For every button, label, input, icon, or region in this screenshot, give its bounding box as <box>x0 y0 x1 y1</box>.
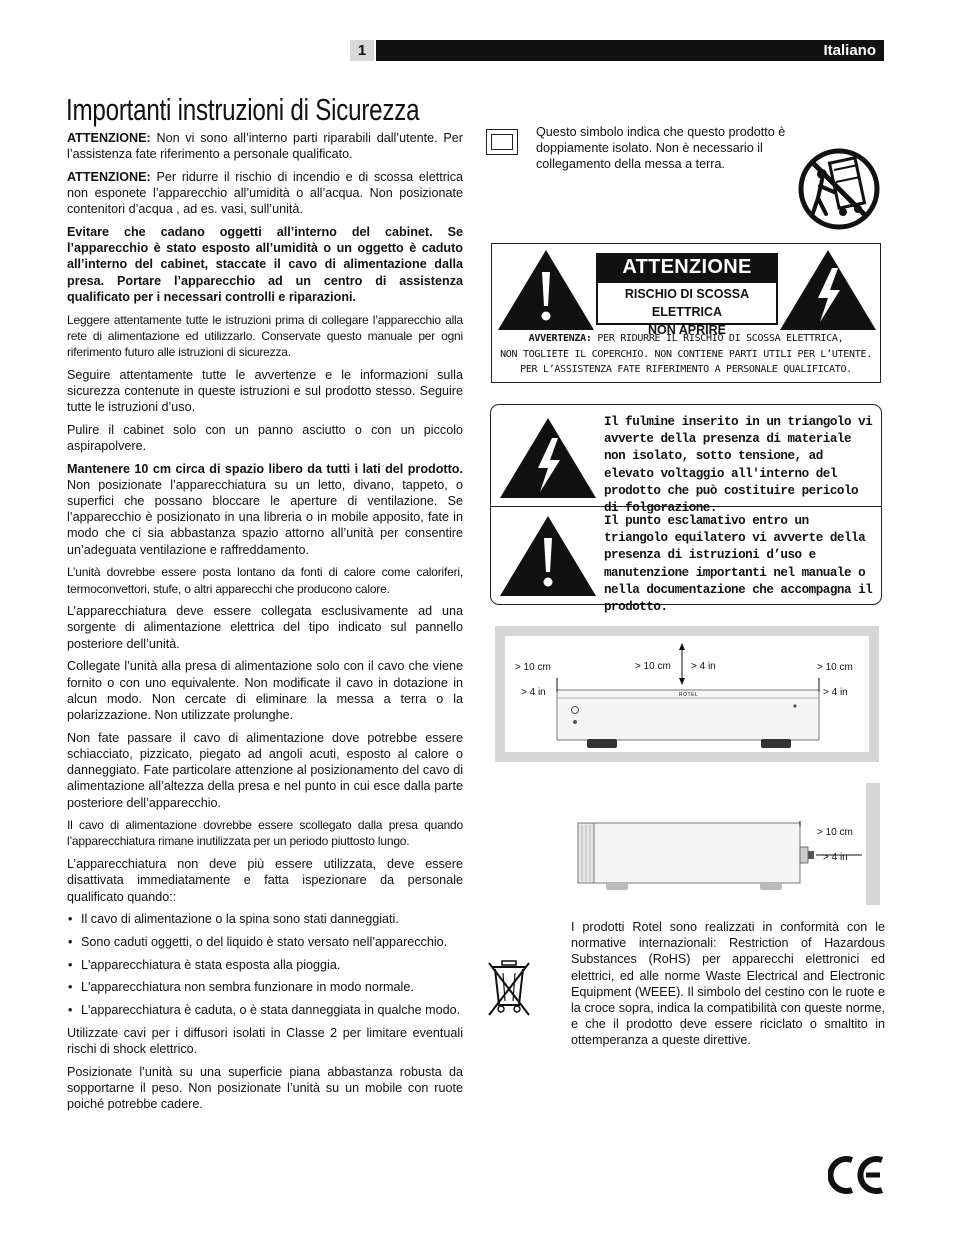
paragraph-cord-routing: Non fate passare il cavo di alimentazione dove potrebbe essere schiacciato, pizzicato, piegato ad angoli acuti, esposto al calore o danneggiato. Fate particolare attenzione al posizionamento del cavo di alimentazione all’altezza della presa e nel punto in cui esce dalla parte posteriore dell’apparecchio. <box>67 730 463 810</box>
warning-text: AVVERTENZA: PER RIDURRE IL RISCHIO DI SCOSSA ELETTRICA, NON TOGLIETE IL COPERCHIO. NON CONTIENE PARTI UTILI PER L’UTENTE. PER L’ASSISTENZA FATE RIFERIMENTO A PERSONALE QUALIFICATO. <box>500 333 872 375</box>
clearance-rear-in: > 4 in <box>823 852 848 863</box>
language-bar: Italiano <box>376 40 884 61</box>
clearance-top-cm: > 10 cm <box>635 661 671 672</box>
paragraph-speaker-cables: Utilizzate cavi per i diffusori isolati in Classe 2 per limitare eventuali rischi di shock elettrico. <box>67 1025 463 1056</box>
warning-subheading: RISCHIO DI SCOSSA ELETTRICA NON APRIRE <box>596 281 778 325</box>
ce-mark-icon <box>828 1154 886 1196</box>
list-item: • L'apparecchiatura è caduta, o è stata danneggiata in qualche modo. <box>67 1002 463 1018</box>
safety-instructions <box>67 130 463 1119</box>
exclamation-explanation: Il punto esclamativo entro un triangolo equilatero vi avverte della presenza di istruzioni d’uso e manutenzione importanti nel manuale o nella documentazione che accompagna il prodotto. <box>604 514 873 615</box>
paragraph-attenzione-1: ATTENZIONE: Non vi sono all’interno parti riparabili dall’utente. Per l’assistenza fate riferimento a personale qualificato. <box>67 131 463 162</box>
clearance-right-in: > 4 in <box>823 687 848 698</box>
double-insulation-icon <box>486 129 518 155</box>
paragraph-power-source: L’apparecchiatura deve essere collegata esclusivamente ad una sorgente di alimentazione elettrica del tipo indicato sul pannello posteriore dell’unità. <box>67 604 463 651</box>
paragraph-power-cord: Collegate l’unità alla presa di alimentazione solo con il cavo che viene fornito o con uno equivalente. Non modificate il cavo in dotazione in alcun modo. Non cercate di eliminare la messa a terra o la polarizzazione. Non utilizzate prolunghe. <box>67 659 463 722</box>
list-item: • L'apparecchiatura è stata esposta alla pioggia. <box>67 957 463 973</box>
front-clearance-diagram <box>495 626 879 762</box>
page-number: 1 <box>350 40 374 61</box>
paragraph-heat: L’unità dovrebbe essere posta lontano da fonti di calore come caloriferi, termoconvettori, stufe, o altri apparecchi che producono calore. <box>67 565 463 596</box>
weee-bin-icon <box>486 959 532 1017</box>
paragraph-inspection: L’apparecchiatura non deve più essere utilizzata, deve essere disattivata immediatamente e fatta ispezionare da personale qualificato quando:: <box>67 857 463 904</box>
paragraph-objects: Evitare che cadano oggetti all’interno del cabinet. Se l’apparecchio è stato esposto all’umidità o un oggetto è caduto all’interno del cabinet, staccate il cavo di alimentazione dalla presa. Portare l’apparecchio ad un centro di assistenza qualificato per i necessari controlli e riparazioni. <box>67 225 463 304</box>
clearance-right-cm: > 10 cm <box>817 662 853 673</box>
paragraph-read-instructions: Leggere attentamente tutte le istruzioni prima di collegare l’apparecchio alla rete di alimentazione ed utilizzarlo. Conservate questo manuale per ogni riferimento futuro alle istruzioni di sicurezza. <box>67 312 463 359</box>
weee-rohs-text: I prodotti Rotel sono realizzati in conformità con le normative internazionali: Restriction of Hazardous Substances (RoHS) per apparecchi elettronici ed elettrici, ed alle norme Waste Electrical and Electronic Equipment (WEEE). Il simbolo del cestino con le ruote e la croce sopra, indica la compatibilità con queste norme, e che il prodotto deve essere riciclato o smaltito in ottemperanza a queste direttive. <box>571 920 885 1048</box>
lightning-explanation: Il fulmine inserito in un triangolo vi avverte della presenza di materiale non isolato, sotto tensione, ad elevato voltaggio all'interno del prodotto che può costituire pericolo di folgorazione. <box>604 415 873 516</box>
no-cart-icon <box>796 146 882 232</box>
device-brand: ROTEL <box>679 692 699 698</box>
double-insulation-text: Questo simbolo indica che questo prodotto è doppiamente isolato. Non è necessario il collegamento della messa a terra. <box>536 125 786 172</box>
list-item: • Il cavo di alimentazione o la spina sono stati danneggiati. <box>67 911 463 927</box>
side-clearance-diagram <box>570 783 880 905</box>
lightning-triangle-icon <box>778 248 878 332</box>
clearance-rear-cm: > 10 cm <box>817 827 853 838</box>
list-item: • L'apparecchiatura non sembra funzionare in modo normale. <box>67 979 463 995</box>
exclamation-triangle-icon <box>498 514 598 598</box>
paragraph-placement: Posizionate l’unità su una superficie piana abbastanza robusta da sopportarne il peso. Non posizionate l’unità su un mobile con ruote poiché potrebbe cadere. <box>67 1064 463 1112</box>
page-title: Importanti instruzioni di Sicurezza <box>66 92 420 127</box>
lightning-triangle-icon <box>498 416 598 500</box>
paragraph-ventilation: Mantenere 10 cm circa di spazio libero da tutti i lati del prodotto. Non posizionate l’apparecchiatura su un letto, divano, tappeto, o superfici che possano bloccare le aperture di ventilazione. Se l’apparecchio è posizionato in una libreria o in mobile apposito, fate in modo che ci sia abbastanza spazio attorno all’unità per consentire un’adeguata ventilazione e raffreddamento. <box>67 461 463 557</box>
clearance-left-in: > 4 in <box>521 687 546 698</box>
warning-heading: ATTENZIONE <box>596 253 778 281</box>
paragraph-attenzione-2: ATTENZIONE: Per ridurre il rischio di incendio e di scossa elettrica non esponete l’apparecchio all’umidità o all’acqua. Non posizionate contenitori d’acqua , ad es. vasi, sull’unità. <box>67 169 463 217</box>
list-item: • Sono caduti oggetti, o del liquido è stato versato nell’apparecchio. <box>67 934 463 950</box>
exclamation-triangle-icon <box>496 248 596 332</box>
clearance-left-cm: > 10 cm <box>515 662 551 673</box>
paragraph-cleaning: Pulire il cabinet solo con un panno asciutto o con un piccolo aspirapolvere. <box>67 422 463 453</box>
side-diagram-graphic <box>570 783 880 905</box>
paragraph-unplug: Il cavo di alimentazione dovrebbe essere scollegato dalla presa quando l’apparecchiatura rimane inutilizzata per un periodo piuttosto lungo. <box>67 818 463 849</box>
clearance-top-in: > 4 in <box>691 661 716 672</box>
paragraph-follow-warnings: Seguire attentamente tutte le avvertenze e le informazioni sulla sicurezza contenute in queste istruzioni e sul prodotto stesso. Seguire tutte le istruzioni d’uso. <box>67 367 463 415</box>
inspection-list <box>67 911 463 1018</box>
